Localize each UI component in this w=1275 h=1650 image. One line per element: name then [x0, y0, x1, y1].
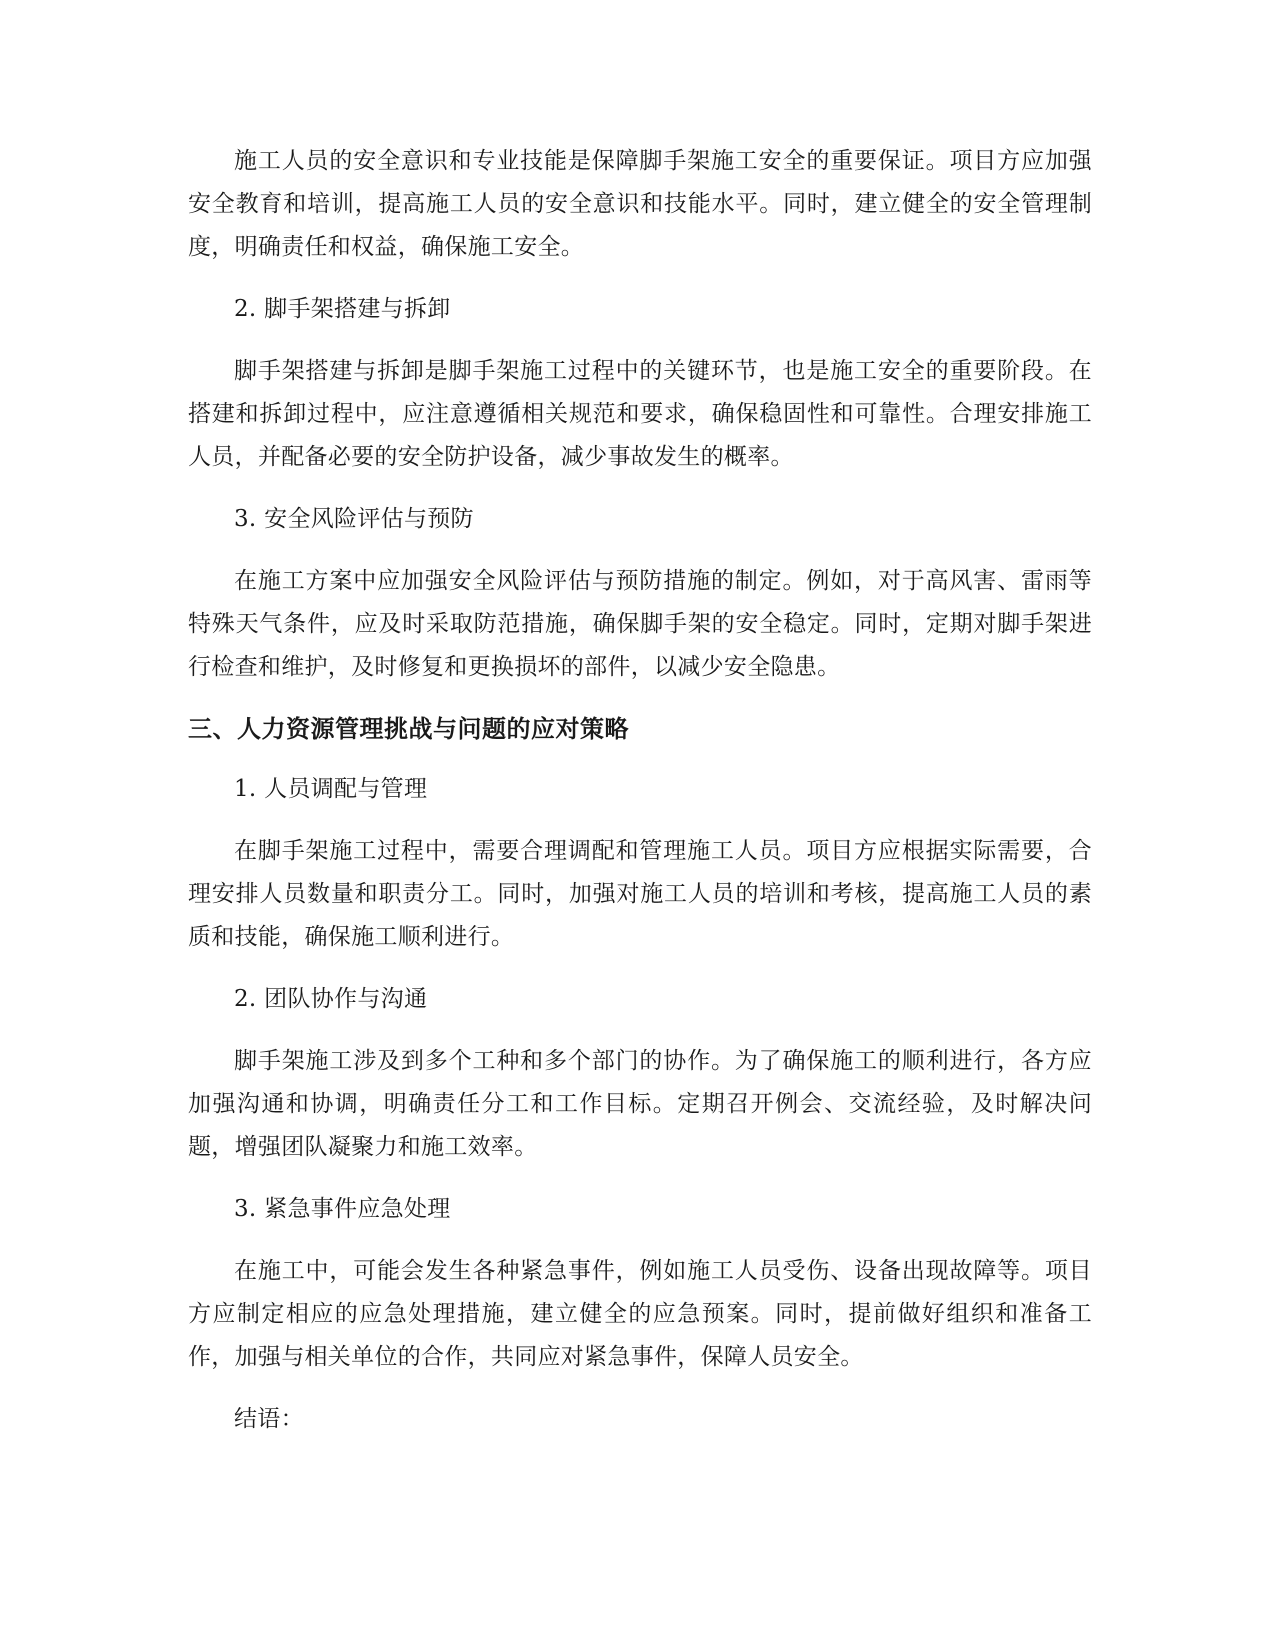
paragraph-risk-assessment: 在施工方案中应加强安全风险评估与预防措施的制定。例如，对于高风害、雷雨等特殊天气条件，应及时采取防范措施，确保脚手架的安全稳定。同时，定期对脚手架进行检查和维护，及时修复和更换损坏的部件，以减少安全隐患。: [188, 568, 1092, 680]
subheading-conclusion: 结语：: [234, 1406, 304, 1432]
paragraph-teamwork: 脚手架施工涉及到多个工种和多个部门的协作。为了确保施工的顺利进行，各方应加强沟通和协调，明确责任分工和工作目标。定期召开例会、交流经验，及时解决问题，增强团队凝聚力和施工效率。: [188, 1048, 1092, 1160]
paragraph-emergency: 在施工中，可能会发生各种紧急事件，例如施工人员受伤、设备出现故障等。项目方应制定相应的应急处理措施，建立健全的应急预案。同时，提前做好组织和准备工作，加强与相关单位的合作，共同应对紧急事件，保障人员安全。: [188, 1258, 1092, 1370]
paragraph-safety-awareness: 施工人员的安全意识和专业技能是保障脚手架施工安全的重要保证。项目方应加强安全教育和培训，提高施工人员的安全意识和技能水平。同时，建立健全的安全管理制度，明确责任和权益，确保施工安全。: [188, 148, 1092, 260]
subheading-staffing: 1. 人员调配与管理: [234, 776, 428, 802]
subheading-scaffold-assembly: 2. 脚手架搭建与拆卸: [234, 296, 451, 322]
subheading-emergency: 3. 紧急事件应急处理: [234, 1196, 451, 1222]
paragraph-scaffold-assembly: 脚手架搭建与拆卸是脚手架施工过程中的关键环节，也是施工安全的重要阶段。在搭建和拆卸过程中，应注意遵循相关规范和要求，确保稳固性和可靠性。合理安排施工人员，并配备必要的安全防护设备，减少事故发生的概率。: [188, 358, 1092, 470]
paragraph-staffing: 在脚手架施工过程中，需要合理调配和管理施工人员。项目方应根据实际需要，合理安排人员数量和职责分工。同时，加强对施工人员的培训和考核，提高施工人员的素质和技能，确保施工顺利进行。: [188, 838, 1092, 950]
document-body: [188, 140, 1092, 1460]
section-title-hr-strategy: 三、人力资源管理挑战与问题的应对策略: [188, 715, 629, 743]
subheading-risk-assessment: 3. 安全风险评估与预防: [234, 506, 474, 532]
subheading-teamwork: 2. 团队协作与沟通: [234, 986, 428, 1012]
